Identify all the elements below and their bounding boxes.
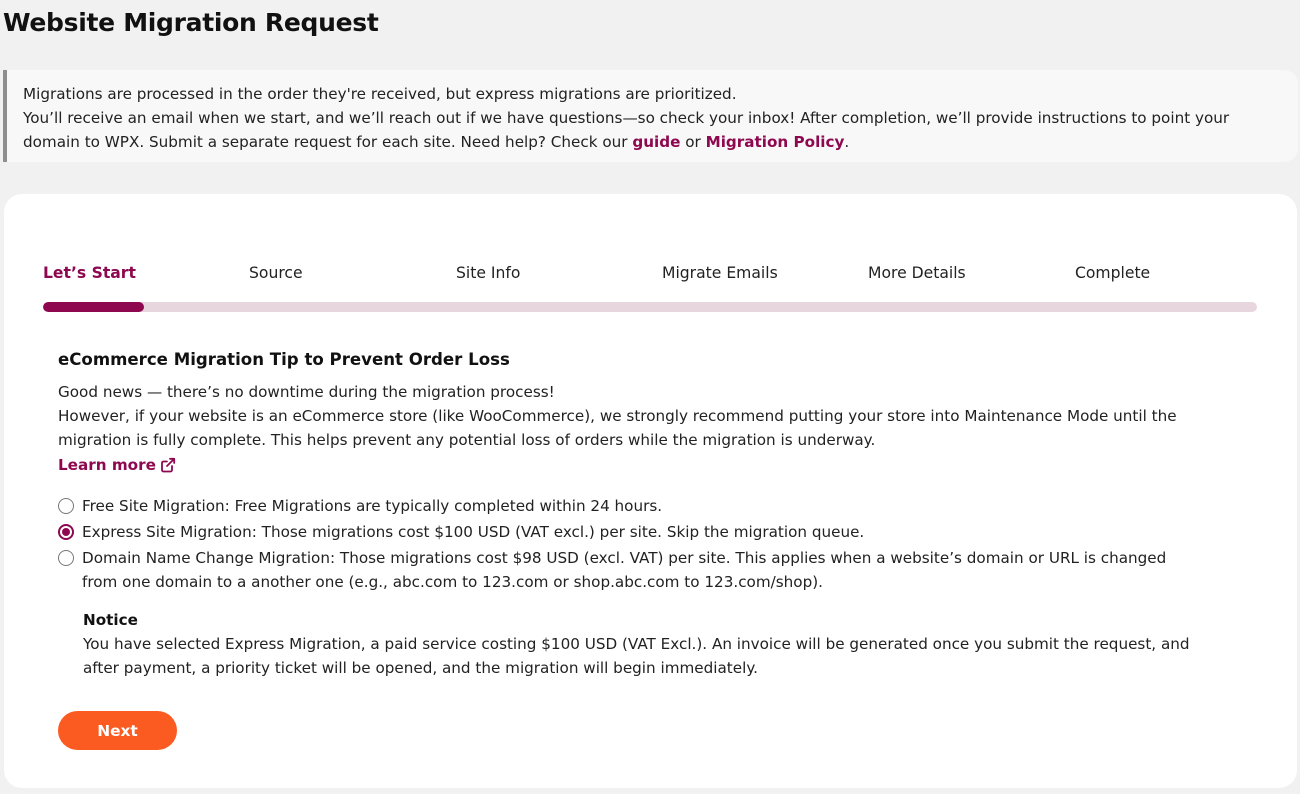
info-box bbox=[3, 70, 1298, 162]
option-domain-label-1: Domain Name Change Migration: Those migrations cost $98 USD (excl. VAT) per site. This applies when a website’s domain or URL is changed bbox=[82, 549, 1167, 567]
next-button[interactable]: Next bbox=[58, 711, 177, 750]
option-free-label: Free Site Migration: Free Migrations are typically completed within 24 hours. bbox=[82, 497, 663, 515]
learn-more-link[interactable] bbox=[58, 453, 176, 477]
step-migrate-emails[interactable]: Migrate Emails bbox=[662, 264, 778, 282]
learn-more-label: Learn more bbox=[58, 456, 156, 474]
notice-section bbox=[83, 608, 1263, 680]
migration-type-options bbox=[58, 494, 1258, 596]
step-tabs bbox=[4, 264, 1297, 288]
radio-express-migration[interactable] bbox=[58, 524, 74, 540]
notice-line-2: after payment, a priority ticket will be opened, and the migration will begin immediately. bbox=[83, 659, 758, 677]
tip-body bbox=[58, 380, 1258, 477]
notice-title: Notice bbox=[83, 611, 138, 629]
tip-line-2: However, if your website is an eCommerce store (like WooCommerce), we strongly recommend putting your store into Maintenance Mode until the bbox=[58, 407, 1177, 425]
step-lets-start[interactable]: Let’s Start bbox=[43, 264, 136, 282]
info-line-3-text: domain to WPX. Submit a separate request for each site. Need help? Check our bbox=[23, 133, 633, 151]
info-period: . bbox=[844, 133, 850, 151]
step-source[interactable]: Source bbox=[249, 264, 303, 282]
external-link-icon bbox=[160, 457, 176, 473]
page-title: Website Migration Request bbox=[3, 8, 379, 37]
step-more-details[interactable]: More Details bbox=[868, 264, 966, 282]
progress-track bbox=[43, 302, 1257, 312]
tip-line-3: migration is fully complete. This helps prevent any potential loss of orders while the migration is underway. bbox=[58, 431, 876, 449]
radio-free-migration[interactable] bbox=[58, 498, 74, 514]
radio-domain-change-migration[interactable] bbox=[58, 550, 74, 566]
tip-line-1: Good news — there’s no downtime during the migration process! bbox=[58, 383, 555, 401]
migration-form-card bbox=[4, 194, 1297, 788]
info-or-text: or bbox=[680, 133, 706, 151]
option-express-label: Express Site Migration: Those migrations cost $100 USD (VAT excl.) per site. Skip the migration queue. bbox=[82, 523, 865, 541]
info-line-1: Migrations are processed in the order they're received, but express migrations are prioritized. bbox=[23, 85, 737, 103]
step-site-info[interactable]: Site Info bbox=[456, 264, 521, 282]
option-free-migration[interactable] bbox=[58, 494, 1258, 518]
migration-policy-link[interactable]: Migration Policy bbox=[705, 133, 845, 151]
info-line-3 bbox=[23, 130, 1282, 154]
info-line-2: You’ll receive an email when we start, and we’ll reach out if we have questions—so check your inbox! After completion, we’ll provide instructions to point your bbox=[23, 109, 1230, 127]
notice-text bbox=[83, 632, 1263, 680]
option-express-migration[interactable] bbox=[58, 520, 1258, 544]
guide-link[interactable]: guide bbox=[632, 133, 681, 151]
notice-line-1: You have selected Express Migration, a paid service costing $100 USD (VAT Excl.). An invoice will be generated once you submit the request, and bbox=[83, 635, 1190, 653]
option-domain-label-2: from one domain to a another one (e.g., abc.com to 123.com or shop.abc.com to 123.com/shop). bbox=[82, 573, 823, 591]
progress-fill bbox=[43, 302, 144, 312]
step-complete[interactable]: Complete bbox=[1075, 264, 1151, 282]
option-domain-change-migration[interactable] bbox=[58, 546, 1258, 594]
tip-title: eCommerce Migration Tip to Prevent Order Loss bbox=[58, 350, 510, 369]
